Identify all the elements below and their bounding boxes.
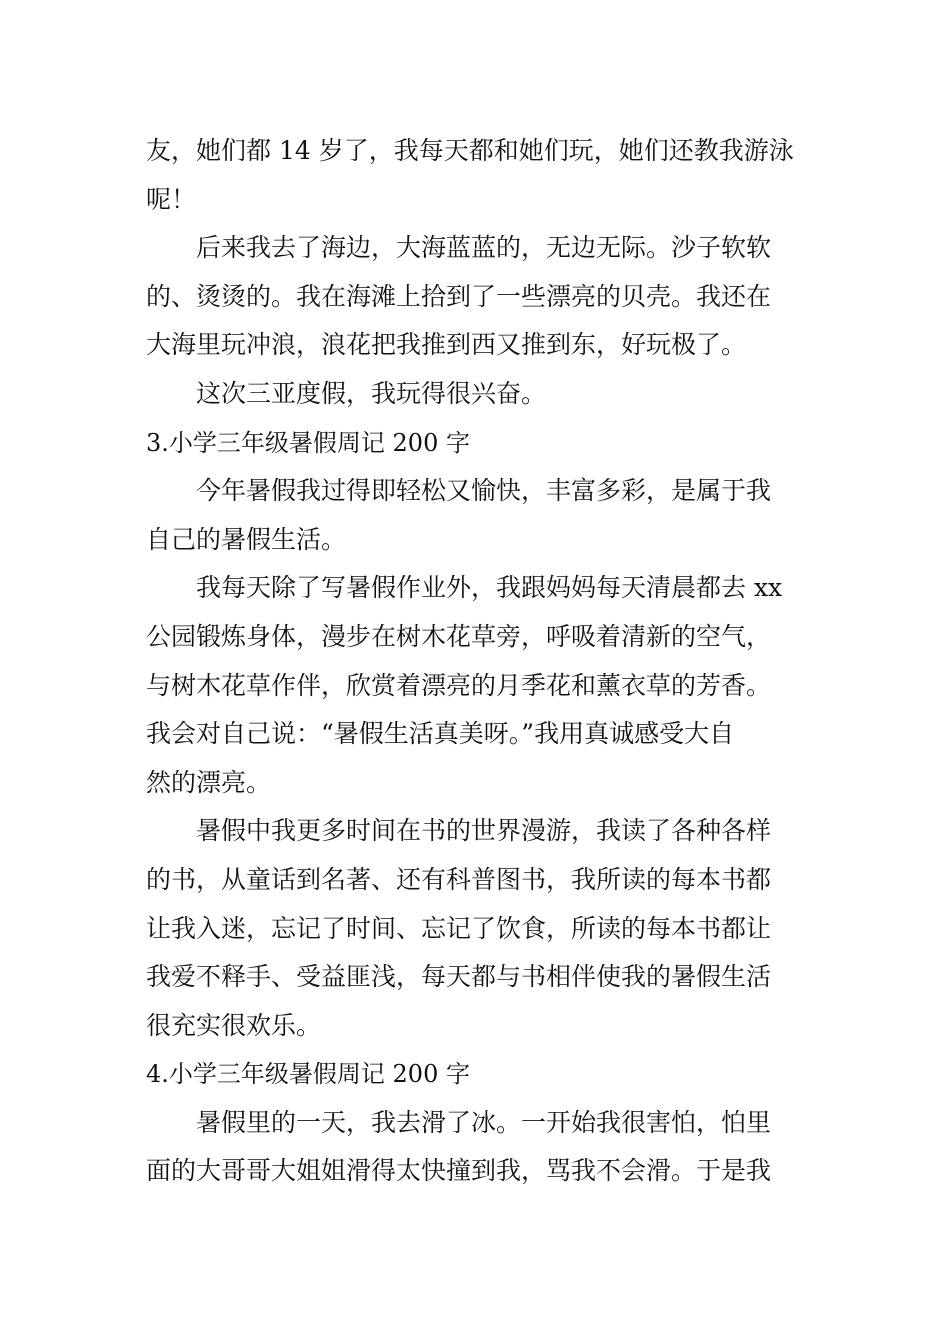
text-line: 很充实很欢乐。 bbox=[146, 1010, 322, 1040]
text-line: 友，她们都 14 岁了，我每天都和她们玩，她们还教我游泳 bbox=[146, 136, 794, 165]
text-line: 的、烫烫的。我在海滩上拾到了一些漂亮的贝壳。我还在 bbox=[146, 281, 772, 311]
text-line: 我会对自己说：“暑假生活真美呀。”我用真诚感受大自 bbox=[146, 719, 735, 749]
text-line: 与树木花草作伴，欣赏着漂亮的月季花和薰衣草的芳香。 bbox=[146, 670, 772, 700]
text-line: 暑假中我更多时间在书的世界漫游，我读了各种各样 bbox=[196, 816, 772, 846]
section-heading: 3.小学三年级暑假周记 200 字 bbox=[146, 428, 470, 457]
document-body bbox=[146, 127, 806, 1196]
text-line: 公园锻炼身体，漫步在树木花草旁，呼吸着清新的空气， bbox=[146, 621, 772, 651]
text-line: 然的漂亮。 bbox=[146, 767, 272, 797]
text-line: 今年暑假我过得即轻松又愉快，丰富多彩，是属于我 bbox=[196, 476, 772, 506]
section-heading: 4.小学三年级暑假周记 200 字 bbox=[146, 1060, 470, 1089]
text-line: 的书，从童话到名著、还有科普图书，我所读的每本书都 bbox=[146, 864, 772, 894]
text-line: 后来我去了海边，大海蓝蓝的，无边无际。沙子软软 bbox=[196, 233, 772, 263]
text-line: 让我入迷，忘记了时间、忘记了饮食，所读的每本书都让 bbox=[146, 913, 772, 943]
text-line: 我爱不释手、受益匪浅，每天都与书相伴使我的暑假生活 bbox=[146, 962, 772, 992]
text-line: 呢！ bbox=[146, 184, 197, 214]
text-line: 暑假里的一天，我去滑了冰。一开始我很害怕，怕里 bbox=[196, 1107, 772, 1137]
text-line: 大海里玩冲浪，浪花把我推到西又推到东，好玩极了。 bbox=[146, 330, 747, 360]
text-line: 面的大哥哥大姐姐滑得太快撞到我，骂我不会滑。于是我 bbox=[146, 1156, 772, 1186]
text-line: 我每天除了写暑假作业外，我跟妈妈每天清晨都去 xx bbox=[196, 573, 783, 603]
text-line: 这次三亚度假，我玩得很兴奋。 bbox=[196, 378, 547, 408]
text-line: 自己的暑假生活。 bbox=[146, 524, 347, 554]
